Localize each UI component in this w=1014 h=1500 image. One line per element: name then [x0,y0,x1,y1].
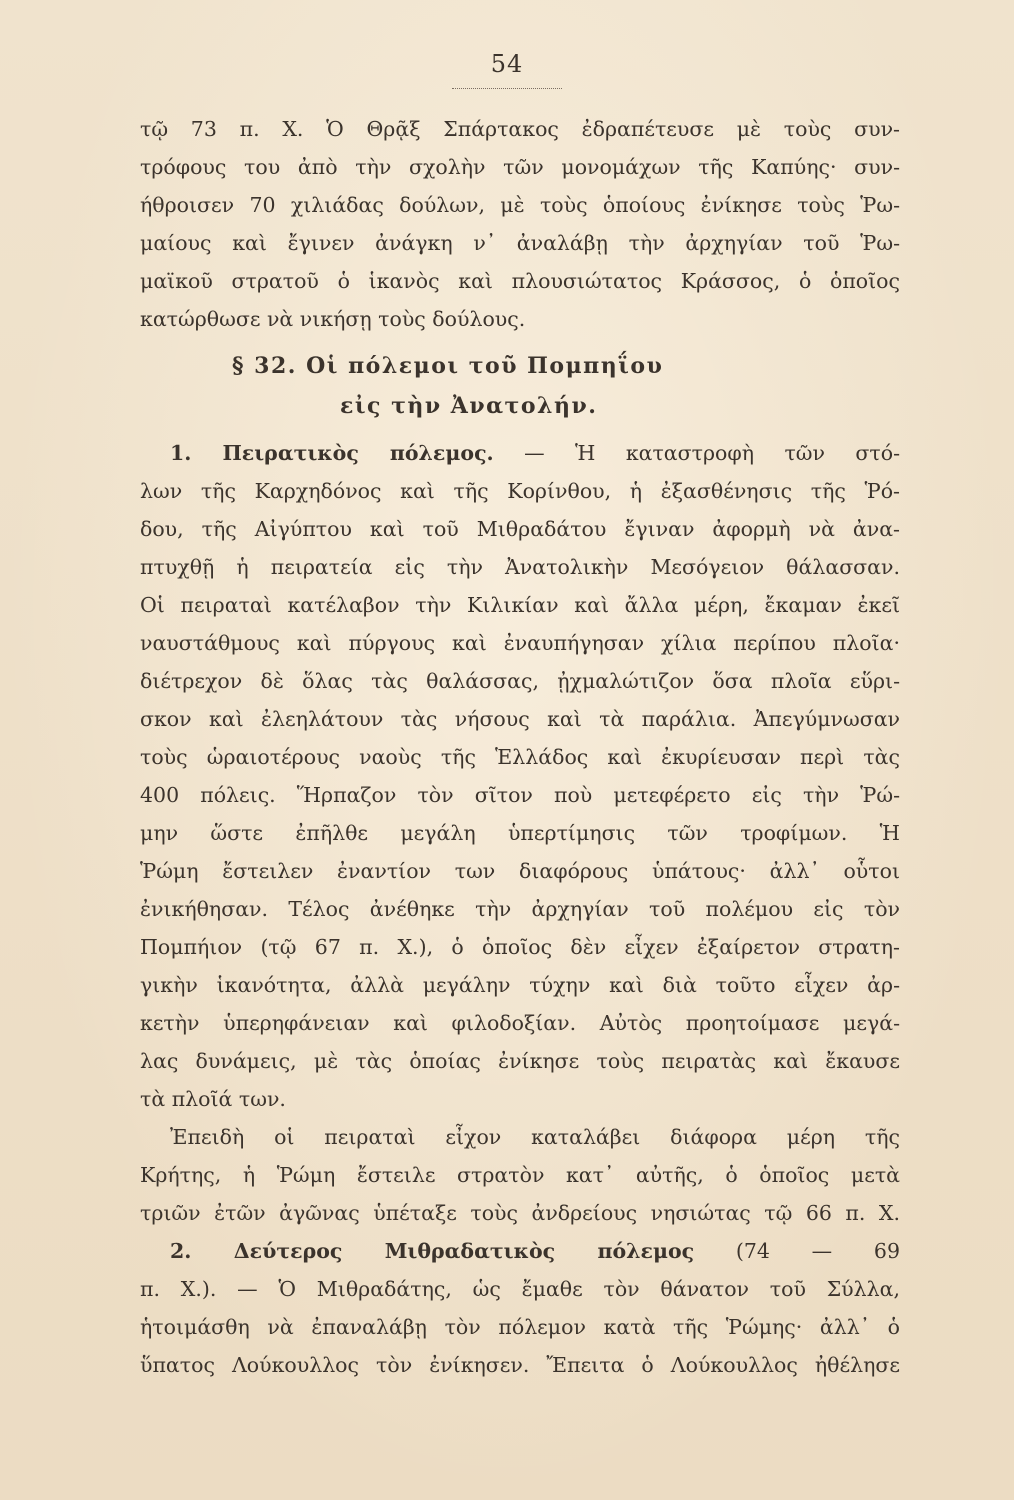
text-line: ἐνικήθησαν. Τέλος ἀνέθηκε τὴν ἀρχηγίαν τοῦ πολέμου εἰς τὸν [140,897,900,921]
text-line: Κρήτης, ἡ Ῥώμη ἔστειλε στρατὸν κατ᾽ αὐτῆς, ὁ ὁποῖος μετὰ [140,1163,900,1187]
text-run: (74 — 69 [735,1239,900,1263]
text-line: μαίους καὶ ἔγινεν ἀνάγκη ν᾽ ἀναλάβῃ τὴν ἀρχηγίαν τοῦ Ῥω- [140,231,900,255]
text-line: λας δυνάμεις, μὲ τὰς ὁποίας ἐνίκησε τοὺς πειρατὰς καὶ ἔκαυσε [140,1049,900,1073]
text-line: τοὺς ὡραιοτέρους ναοὺς τῆς Ἑλλάδος καὶ ἐκυρίευσαν περὶ τὰς [140,745,900,769]
text-line: π. Χ.). — Ὁ Μιθραδάτης, ὡς ἔμαθε τὸν θάνατον τοῦ Σύλλα, [140,1277,900,1301]
text-line: ναυστάθμους καὶ πύργους καὶ ἐναυπήγησαν χίλια περίπου πλοῖα· [140,631,900,655]
text-line: δου, τῆς Αἰγύπτου καὶ τοῦ Μιθραδάτου ἔγιναν ἀφορμὴ νὰ ἀνα- [140,517,900,541]
text-run: — Ἡ καταστροφὴ τῶν στό- [524,441,900,465]
text-line: τὰ πλοῖά των. [140,1087,286,1111]
body-text [140,110,900,1384]
text-line: λων τῆς Καρχηδόνος καὶ τῆς Κορίνθου, ἡ ἐξασθένησις τῆς Ῥό- [140,479,900,503]
text-line: διέτρεχον δὲ ὅλας τὰς θαλάσσας, ᾐχμαλώτιζον ὅσα πλοῖα εὕρι- [140,669,900,693]
text-line: τῷ 73 π. Χ. Ὁ Θρᾷξ Σπάρτακος ἐδραπέτευσε μὲ τοὺς συν- [140,117,900,141]
text-line: γικὴν ἱκανότητα, ἀλλὰ μεγάλην τύχην καὶ διὰ τοῦτο εἶχεν ἀρ- [140,973,900,997]
text-line: πτυχθῇ ἡ πειρατεία εἰς τὴν Ἀνατολικὴν Μεσόγειον θάλασσαν. [140,555,900,579]
text-line: μαϊκοῦ στρατοῦ ὁ ἱκανὸς καὶ πλουσιώτατος Κράσσος, ὁ ὁποῖος [140,269,900,293]
text-line: τρόφους του ἀπὸ τὴν σχολὴν τῶν μονομάχων τῆς Καπύης· συν- [140,155,900,179]
subsection-heading-line [140,434,900,472]
text-line: τριῶν ἐτῶν ἀγῶνας ὑπέταξε τοὺς ἀνδρείους νησιώτας τῷ 66 π. Χ. [140,1201,900,1225]
subsection-heading: 2. Δεύτερος Μιθραδατικὸς πόλεμος [170,1239,695,1263]
page-number: 54 [490,50,524,78]
subsection-heading: 1. Πειρατικὸς πόλεμος. [170,441,494,465]
text-line: ἡτοιμάσθη νὰ ἐπαναλάβῃ τὸν πόλεμον κατὰ τῆς Ῥώμης· ἀλλ᾽ ὁ [140,1315,900,1339]
subsection-heading-line [140,1232,900,1270]
text-line: Οἱ πειραταὶ κατέλαβον τὴν Κιλικίαν καὶ ἄλλα μέρη, ἔκαμαν ἐκεῖ [140,593,900,617]
text-line: 400 πόλεις. Ἥρπαζον τὸν σῖτον ποὺ μετεφέρετο εἰς τὴν Ῥώ- [140,783,900,807]
text-line: Ῥώμη ἔστειλεν ἐναντίον των διαφόρους ὑπάτους· ἀλλ᾽ οὗτοι [140,859,900,883]
section-title: § 32. Οἱ πόλεμοι τοῦ Πομπηΐου [232,353,664,379]
text-line: ὕπατος Λούκουλλος τὸν ἐνίκησεν. Ἔπειτα ὁ Λούκουλλος ἠθέλησε [140,1353,900,1377]
text-line: μην ὥστε ἐπῆλθε μεγάλη ὑπερτίμησις τῶν τροφίμων. Ἡ [140,821,900,845]
text-line: Πομπήιον (τῷ 67 π. Χ.), ὁ ὁποῖος δὲν εἶχεν ἐξαίρετον στρατη- [140,935,900,959]
text-line: κετὴν ὑπερηφάνειαν καὶ φιλοδοξίαν. Αὐτὸς προητοίμασε μεγά- [140,1011,900,1035]
section-title-continued: εἰς τὴν Ἀνατολήν. [340,393,598,419]
text-line: κατώρθωσε νὰ νικήσῃ τοὺς δούλους. [140,307,526,331]
text-line: ήθροισεν 70 χιλιάδας δούλων, μὲ τοὺς ὁποίους ἐνίκησε τοὺς Ῥω- [140,193,900,217]
header-rule [452,88,562,89]
text-line: σκον καὶ ἐλεηλάτουν τὰς νήσους καὶ τὰ παράλια. Ἀπεγύμνωσαν [140,707,900,731]
text-line: Ἐπειδὴ οἱ πειραταὶ εἶχον καταλάβει διάφορα μέρη τῆς [170,1125,900,1149]
